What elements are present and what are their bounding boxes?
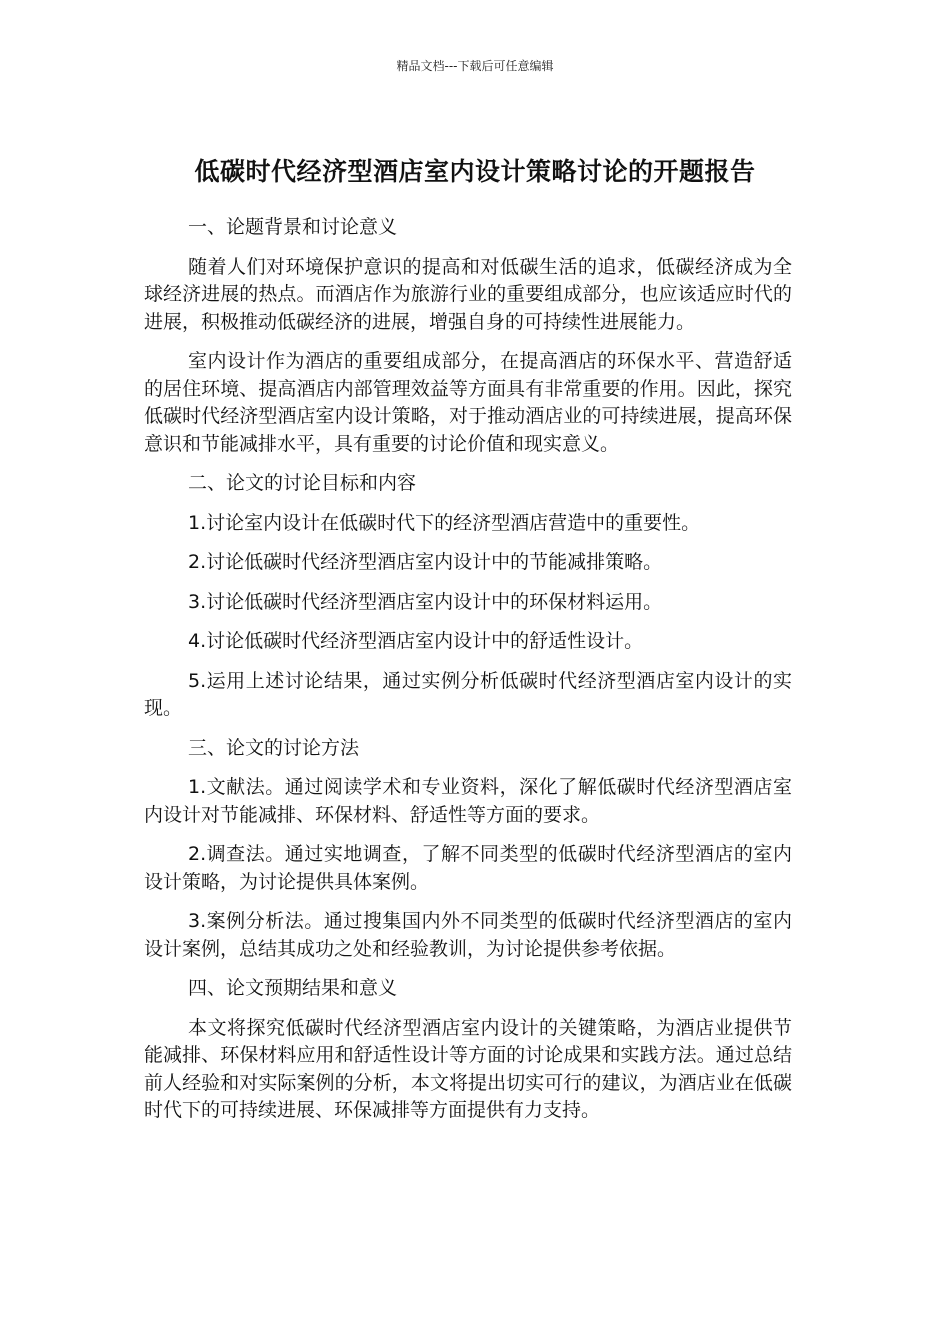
expected-result-paragraph: 本文将探究低碳时代经济型酒店室内设计的关键策略，为酒店业提供节能减排、环保材料应用和舒适性设计等方面的讨论成果和实践方法。通过总结前人经验和对实际案例的分析，本文将提出切实可行的建议，为酒店业在低碳时代下的可持续进展、环保减排等方面提供有力支持。: [144, 1016, 792, 1121]
document-body: [144, 214, 792, 1137]
paragraph-2: 室内设计作为酒店的重要组成部分，在提高酒店的环保水平、营造舒适的居住环境、提高酒店内部管理效益等方面具有非常重要的作用。因此，探究低碳时代经济型酒店室内设计策略，对于推动酒店业的可持续进展，提高环保意识和节能减排水平，具有重要的讨论价值和现实意义。: [144, 350, 792, 455]
research-goal-5: 5.运用上述讨论结果，通过实例分析低碳时代经济型酒店室内设计的实现。: [144, 669, 792, 719]
research-goal-4: 4.讨论低碳时代经济型酒店室内设计中的舒适性设计。: [188, 630, 644, 652]
method-2: 2.调查法。通过实地调查，了解不同类型的低碳时代经济型酒店的室内设计策略，为讨论提供具体案例。: [144, 843, 792, 893]
page-header: 精品文档---下载后可任意编辑: [396, 59, 554, 73]
method-3: 3.案例分析法。通过搜集国内外不同类型的低碳时代经济型酒店的室内设计案例，总结其成功之处和经验教训，为讨论提供参考依据。: [144, 910, 792, 960]
section-heading-2: 二、论文的讨论目标和内容: [188, 472, 417, 494]
paragraph-1: 随着人们对环境保护意识的提高和对低碳生活的追求，低碳经济成为全球经济进展的热点。而酒店作为旅游行业的重要组成部分，也应该适应时代的进展，积极推动低碳经济的进展，增强自身的可持续性进展能力。: [144, 255, 792, 333]
research-goal-2: 2.讨论低碳时代经济型酒店室内设计中的节能减排策略。: [188, 551, 663, 573]
research-goal-1: 1.讨论室内设计在低碳时代下的经济型酒店营造中的重要性。: [188, 511, 701, 534]
document-title: 低碳时代经济型酒店室内设计策略讨论的开题报告: [194, 156, 756, 186]
section-heading-1: 一、论题背景和讨论意义: [188, 216, 398, 238]
section-heading-3: 三、论文的讨论方法: [188, 736, 360, 759]
research-goal-3: 3.讨论低碳时代经济型酒店室内设计中的环保材料运用。: [188, 590, 663, 613]
section-heading-4: 四、论文预期结果和意义: [188, 977, 398, 999]
method-1: 1.文献法。通过阅读学术和专业资料，深化了解低碳时代经济型酒店室内设计对节能减排、环保材料、舒适性等方面的要求。: [144, 776, 792, 826]
